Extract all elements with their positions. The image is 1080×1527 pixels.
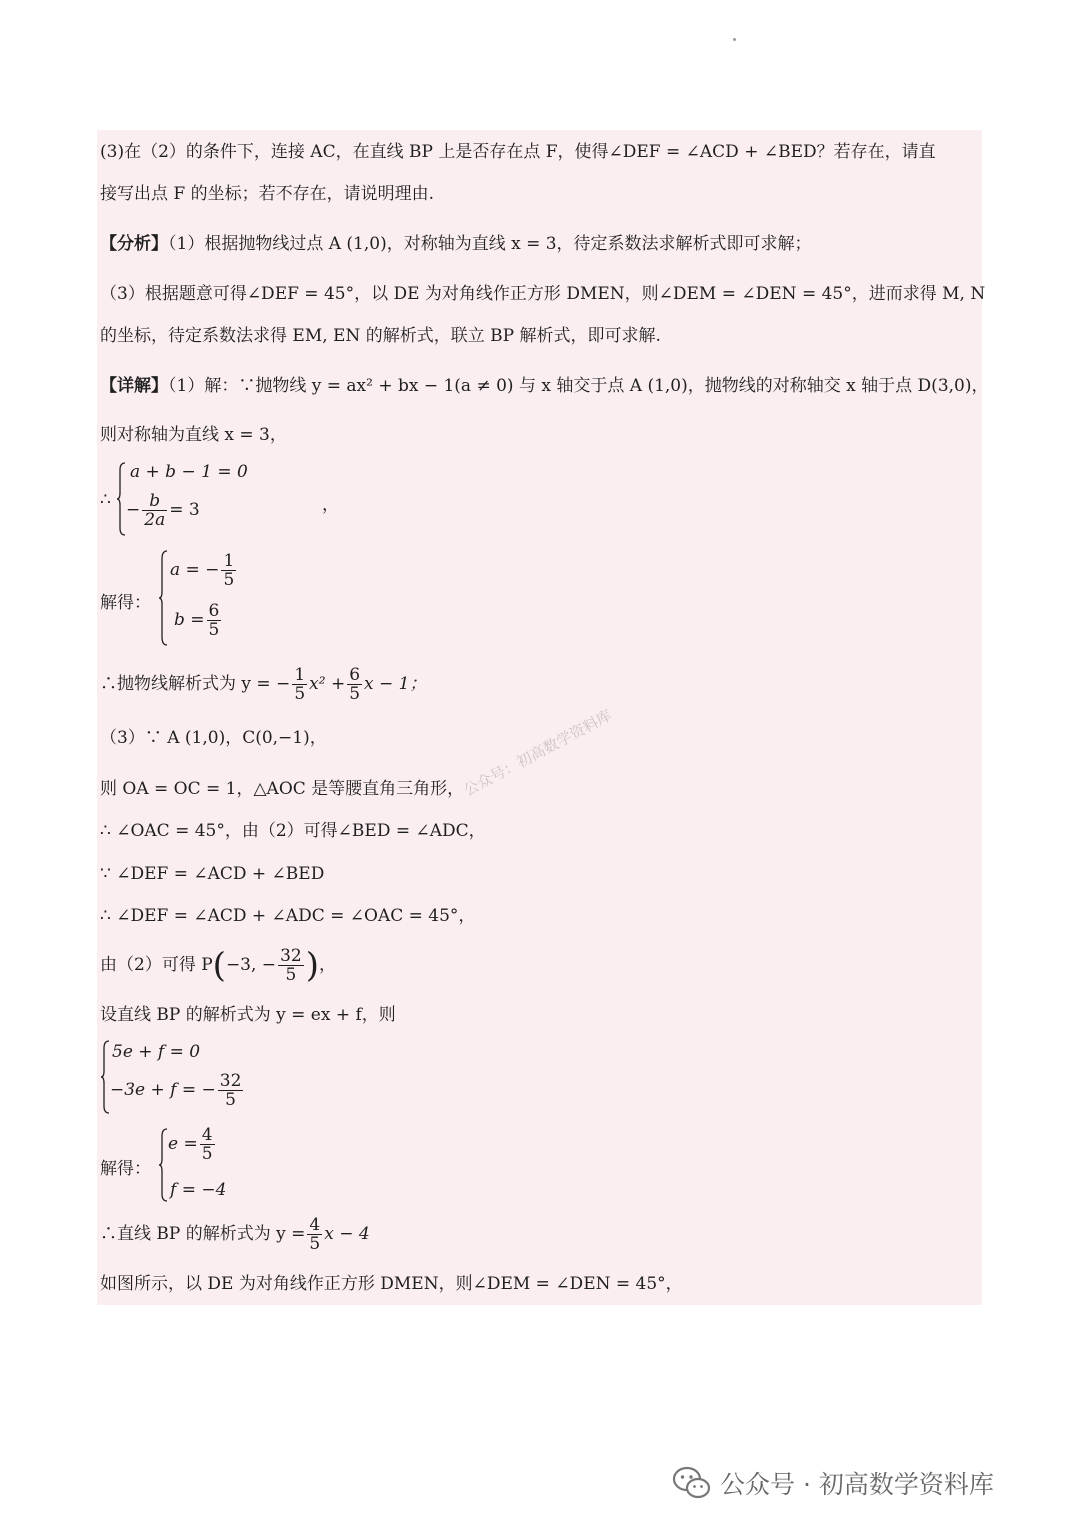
detail-line-7: ∴ ∠DEF = ∠ACD + ∠ADC = ∠OAC = 45°， (100, 906, 476, 926)
question-3-line-2: 接写出点 F 的坐标；若不存在，请说明理由. (100, 184, 435, 204)
left-brace-icon (158, 1128, 168, 1202)
solution-b: b = $\frac{6}{5}$ (174, 601, 220, 640)
watermark-text: 公众号：初高数学资料库 (460, 706, 615, 800)
left-brace-icon (100, 1040, 110, 1114)
stray-dot (733, 38, 736, 41)
solution-e: e = $\frac{4}{5}$ (168, 1125, 213, 1164)
system-1-row-1: a + b − 1 = 0 (130, 462, 248, 482)
detail-line-5: ∴ ∠OAC = 45°，由（2）可得∠BED = ∠ADC， (100, 821, 486, 841)
detail-line-1: 【详解】（1）解：∵抛物线 y = ax² + bx − 1(a ≠ 0) 与 x 轴交于点 A (1,0)，抛物线的对称轴交 x 轴于点 D(3,0)， (100, 376, 989, 396)
analysis-heading: 【分析】 (100, 234, 168, 254)
solution-system-1: 解得： a = − $\frac{1}{5}$ b = $\frac{6}{5}$ (100, 548, 300, 648)
detail-heading: 【详解】 (100, 376, 168, 396)
detail-line-10: 如图所示，以 DE 为对角线作正方形 DMEN，则∠DEM = ∠DEN = 45°， (100, 1274, 683, 1294)
solution-f: f = −4 (170, 1180, 227, 1200)
equation-system-3 (100, 1040, 300, 1116)
detail-line-2: 则对称轴为直线 x = 3， (100, 425, 287, 445)
line-bp-formula: ∴直线 BP 的解析式为 y = $\frac{4}{5}$ x − 4 (100, 1215, 370, 1254)
detail-line-3: （3）∵ A (1,0)，C(0,−1)， (100, 728, 327, 748)
left-brace-icon (158, 550, 168, 646)
detail-line-9: 设直线 BP 的解析式为 y = ex + f，则 (100, 1005, 396, 1025)
parabola-formula: ∴抛物线解析式为 y = − $\frac{1}{5}$ x² + $\frac{6}{5}$ x − 1； (100, 665, 427, 704)
analysis-line-2: （3）根据题意可得∠DEF = 45°，以 DE 为对角线作正方形 DMEN，则∠DEM = ∠DEN = 45°，进而求得 M, N (100, 284, 986, 304)
system-3-row-1: 5e + f = 0 (112, 1042, 201, 1062)
footer-text: 公众号 · 初高数学资料库 (720, 1470, 994, 1499)
point-p-coordinates: 由（2）可得 P(−3, − $\frac{32}{5}$ )， (100, 945, 336, 986)
wechat-icon (672, 1466, 712, 1500)
footer-account-label (672, 1463, 994, 1503)
therefore-symbol: ∴ (100, 490, 111, 510)
detail-line-6: ∵ ∠DEF = ∠ACD + ∠BED (100, 864, 325, 884)
left-brace-icon (116, 462, 126, 536)
detail-line-4: 则 OA = OC = 1，△AOC 是等腰直角三角形， (100, 779, 465, 799)
solution-a: a = − $\frac{1}{5}$ (170, 551, 235, 590)
system-3-row-2: −3e + f = − $\frac{32}{5}$ (110, 1071, 242, 1110)
analysis-line-3: 的坐标，待定系数法求得 EM, EN 的解析式，联立 BP 解析式，即可求解. (100, 326, 661, 346)
system-1-row-2: − $\frac{b}{2a}$ = 3 (126, 491, 200, 530)
analysis-line-1: 【分析】（1）根据抛物线过点 A (1,0)，对称轴为直线 x = 3，待定系数法求解析式即可求解； (100, 234, 812, 254)
question-3-line-1: (3)在（2）的条件下，连接 AC，在直线 BP 上是否存在点 F，使得∠DEF = ∠ACD + ∠BED？若存在，请直 (100, 142, 936, 162)
solution-system-3: 解得： e = $\frac{4}{5}$ f = −4 (100, 1125, 227, 1200)
fraction-b-over-2a: $\frac{b}{2a}$ (144, 491, 166, 530)
equation-system-1: ∴ a + b − 1 = 0 − $\frac{b}{2a}$ = 3 ， (100, 462, 300, 538)
